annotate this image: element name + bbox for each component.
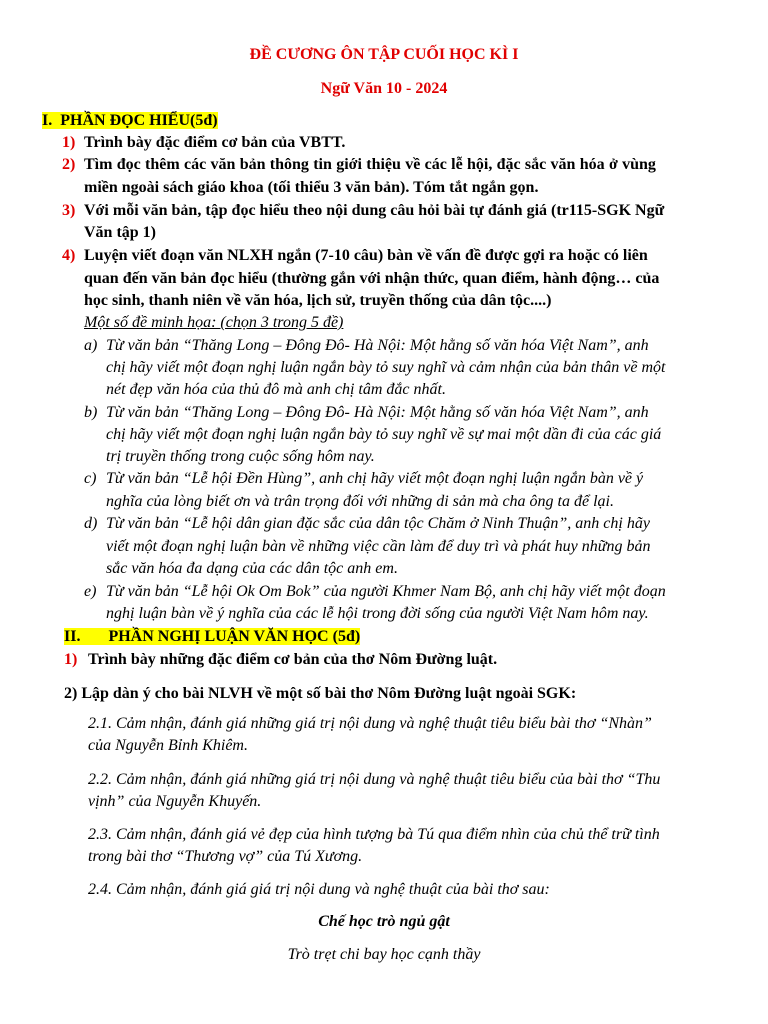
example-text: chị hãy viết một đoạn nghị luận ngắn bày tỏ suy nghĩ về sự mai một dần đi của các giá: [106, 426, 662, 443]
poem-title: Chế học trò ngủ gật: [318, 913, 450, 930]
example-text: viết một đoạn nghị luận bàn về những việc cần làm để duy trì và phát huy những bản: [106, 538, 651, 555]
example-text: nghị luận bàn về ý nghĩa của các lễ hội trong đời sống của người Việt Nam hôm nay.: [106, 605, 649, 622]
example-text: Từ văn bản “Thăng Long – Đông Đô- Hà Nội: Một hằng số văn hóa Việt Nam”, anh: [106, 404, 649, 421]
item-text: học sinh, thanh niên về văn hóa, lịch sử, truyền thống của dân tộc....): [84, 292, 552, 309]
example-text: trị truyền thống trong cuộc sống hôm nay.: [106, 448, 375, 465]
example-letter: e): [84, 583, 97, 600]
page-title: ĐỀ CƯƠNG ÔN TẬP CUỐI HỌC KÌ I: [249, 46, 519, 63]
example-text: Từ văn bản “Lễ hội Đền Hùng”, anh chị hãy viết một đoạn nghị luận ngắn bàn về ý: [106, 470, 644, 487]
example-text: nét đẹp văn hóa của thủ đô mà anh chị tâm đắc nhất.: [106, 381, 446, 398]
item-text: Trình bày đặc điểm cơ bản của VBTT.: [84, 134, 346, 151]
item-text: miền ngoài sách giáo khoa (tối thiểu 3 văn bản). Tóm tắt ngắn gọn.: [84, 179, 539, 196]
sub-item: 2.1. Cảm nhận, đánh giá những giá trị nội dung và nghệ thuật tiêu biểu bài thơ “Nhàn”: [88, 715, 652, 732]
item-text: Luyện viết đoạn văn NLXH ngắn (7-10 câu) bàn về vấn đề được gợi ra hoặc có liên: [84, 247, 648, 264]
sub-item: 2.3. Cảm nhận, đánh giá vẻ đẹp của hình tượng bà Tú qua điểm nhìn của chủ thể trữ tình: [88, 826, 660, 843]
example-letter: d): [84, 515, 98, 532]
section-1-number: I.: [42, 112, 53, 129]
item-number: 1): [62, 134, 76, 151]
item-number: 2): [62, 156, 76, 173]
page-subtitle: Ngữ Văn 10 - 2024: [320, 80, 448, 97]
sub-item: 2.4. Cảm nhận, đánh giá giá trị nội dung và nghệ thuật của bài thơ sau:: [88, 881, 550, 898]
item-text: Tìm đọc thêm các văn bản thông tin giới thiệu về các lễ hội, đặc sắc văn hóa ở vùng: [84, 156, 656, 173]
example-text: Từ văn bản “Lễ hội Ok Om Bok” của người Khmer Nam Bộ, anh chị hãy viết một đoạn: [106, 583, 666, 600]
section-2-number: II.: [64, 628, 81, 645]
example-text: Từ văn bản “Lễ hội dân gian đặc sắc của dân tộc Chăm ở Ninh Thuận”, anh chị hãy: [106, 515, 650, 532]
sub-item: 2.2. Cảm nhận, đánh giá những giá trị nội dung và nghệ thuật tiêu biểu của bài thơ “Thu: [88, 771, 661, 788]
example-text: sắc văn hóa đa dạng của các dân tộc anh em.: [106, 560, 398, 577]
sub-item: trong bài thơ “Thương vợ” của Tú Xương.: [88, 848, 363, 865]
item-text: 2) Lập dàn ý cho bài NLVH về một số bài thơ Nôm Đường luật ngoài SGK:: [64, 685, 577, 702]
example-letter: a): [84, 337, 98, 354]
examples-label: Một số đề minh họa: (chọn 3 trong 5 đề): [84, 314, 344, 331]
item-text: Với mỗi văn bản, tập đọc hiểu theo nội dung câu hỏi bài tự đánh giá (tr115-SGK Ngữ: [84, 202, 665, 219]
example-text: nghĩa của lòng biết ơn và trân trọng đối với những di sản mà cha ông ta để lại.: [106, 493, 614, 510]
example-text: Từ văn bản “Thăng Long – Đông Đô- Hà Nội: Một hằng số văn hóa Việt Nam”, anh: [106, 337, 649, 354]
sub-item: của Nguyễn Bỉnh Khiêm.: [88, 737, 248, 754]
item-number: 1): [64, 651, 78, 668]
example-text: chị hãy viết một đoạn nghị luận ngắn bày tỏ suy nghĩ và cảm nhận của bản thân về một: [106, 359, 666, 376]
example-letter: b): [84, 404, 98, 421]
example-letter: c): [84, 470, 97, 487]
section-2-title: PHẦN NGHỊ LUẬN VĂN HỌC (5đ): [108, 628, 361, 645]
item-text: Trình bày những đặc điểm cơ bản của thơ Nôm Đường luật.: [88, 651, 498, 668]
section-1-heading: [42, 112, 218, 130]
item-text: Văn tập 1): [84, 224, 157, 241]
item-number: 4): [62, 247, 76, 264]
section-1-title: PHẦN ĐỌC HIỂU(5đ): [60, 112, 218, 129]
section-2-heading: [64, 628, 360, 646]
item-text: quan đến văn bản đọc hiểu (thường gắn với nhận thức, quan điểm, hành động… của: [84, 270, 660, 287]
sub-item: vịnh” của Nguyễn Khuyến.: [88, 793, 262, 810]
poem-line: Trò trẹt chi bay học cạnh thầy: [287, 946, 481, 963]
item-number: 3): [62, 202, 76, 219]
